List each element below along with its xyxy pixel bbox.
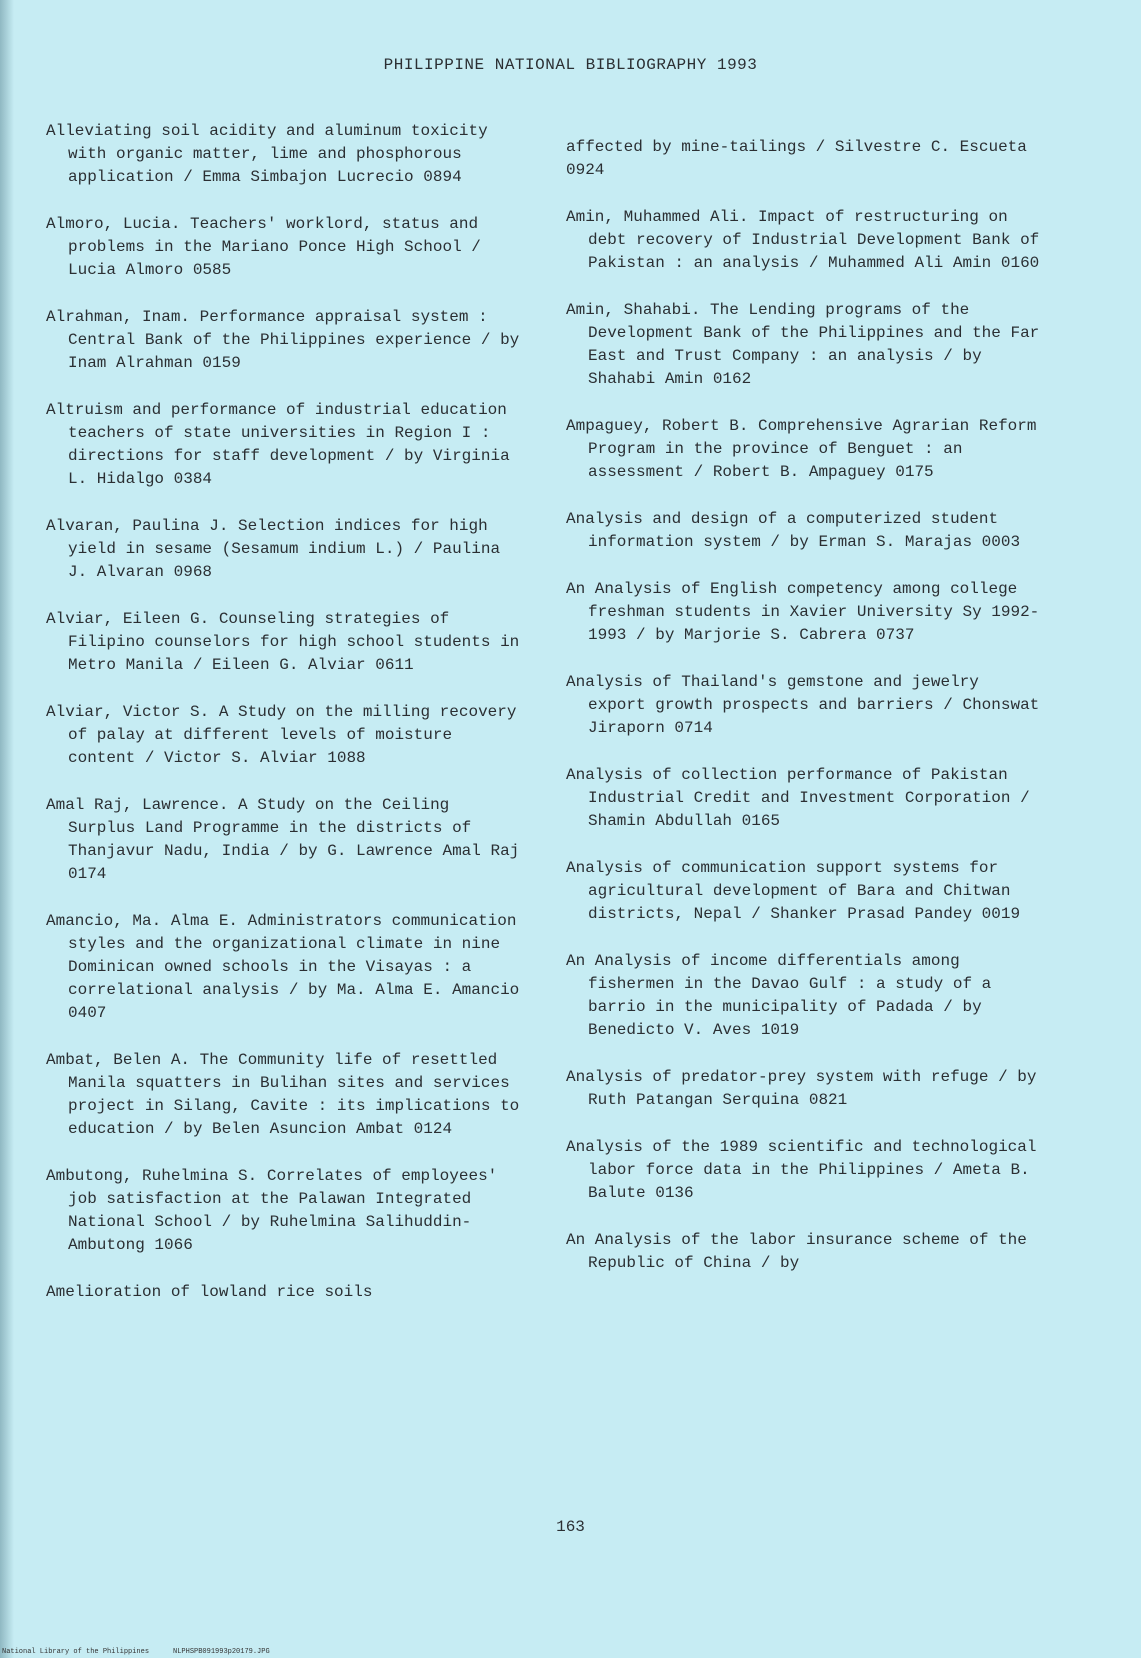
bib-entry: Amancio, Ma. Alma E. Administrators communication styles and the organizational climate in nine Dominican owned schools in the Visayas : a correlational analysis / by Ma. Alma E. Amancio 0407 (46, 912, 520, 1022)
bib-entry: Amin, Muhammed Ali. Impact of restructuring on debt recovery of Industrial Development Bank of Pakistan : an analysis / Muhammed Ali Amin 0160 (566, 208, 1040, 272)
bib-entry-continuation: affected by mine-tailings / Silvestre C. Escueta 0924 (566, 138, 1027, 179)
page-number: 163 (556, 1518, 585, 1536)
bib-entry: Almoro, Lucia. Teachers' worklord, status and problems in the Mariano Ponce High School / Lucia Almoro 0585 (46, 215, 481, 279)
bib-entry: Amelioration of lowland rice soils (46, 1283, 373, 1301)
bib-entry: Ambat, Belen A. The Community life of resettled Manila squatters in Bulihan sites and services project in Silang, Cavite : its implications to education / by Belen Asuncion Ambat 0124 (46, 1051, 520, 1138)
bib-entry: Alviar, Victor S. A Study on the milling recovery of palay at different levels of moisture content / Victor S. Alviar 1088 (46, 703, 517, 767)
bib-entry: Alvaran, Paulina J. Selection indices for high yield in sesame (Sesamum indium L.) / Paulina J. Alvaran 0968 (46, 517, 501, 581)
bib-entry: Alrahman, Inam. Performance appraisal system : Central Bank of the Philippines experience / by Inam Alrahman 0159 (46, 308, 520, 372)
right-column (566, 136, 1046, 1299)
page-header: PHILIPPINE NATIONAL BIBLIOGRAPHY 1993 (383, 56, 758, 74)
bib-entry: Analysis of the 1989 scientific and technological labor force data in the Philippines / Ameta B. Balute 0136 (566, 1138, 1037, 1202)
bib-entry: Analysis of predator-prey system with refuge / by Ruth Patangan Serquina 0821 (566, 1068, 1037, 1109)
bib-entry: Altruism and performance of industrial education teachers of state universities in Region I : directions for staff development / by Virginia L. Hidalgo 0384 (46, 401, 510, 488)
page-edge-shadow (0, 0, 14, 1658)
bib-entry: An Analysis of the labor insurance scheme of the Republic of China / by (566, 1231, 1027, 1272)
bib-entry: An Analysis of income differentials among fishermen in the Davao Gulf : a study of a barrio in the municipality of Padada / by Benedicto V. Aves 1019 (566, 952, 992, 1039)
footer-library: National Library of the Philippines (2, 1648, 150, 1656)
bib-entry: Analysis of communication support systems for agricultural development of Bara and Chitwan districts, Nepal / Shanker Prasad Pandey 0019 (566, 859, 1021, 923)
bib-entry: Amin, Shahabi. The Lending programs of the Development Bank of the Philippines and the Far East and Trust Company : an analysis / by Shahabi Amin 0162 (566, 301, 1040, 388)
bib-entry: Ambutong, Ruhelmina S. Correlates of employees' job satisfaction at the Palawan Integrated National School / by Ruhelmina Salihuddin-Ambutong 1066 (46, 1167, 498, 1254)
bib-entry: Alleviating soil acidity and aluminum toxicity with organic matter, lime and phosphorous application / Emma Simbajon Lucrecio 0894 (46, 122, 488, 186)
scan-footer (2, 1648, 294, 1656)
bib-entry: An Analysis of English competency among college freshman students in Xavier University Sy 1992-1993 / by Marjorie S. Cabrera 0737 (566, 580, 1040, 644)
footer-filename: NLPHSPB091993p20179.JPG (173, 1648, 270, 1656)
bib-entry: Analysis of collection performance of Pakistan Industrial Credit and Investment Corporation / Shamin Abdullah 0165 (566, 766, 1030, 830)
left-column (46, 120, 526, 1328)
bib-entry: Alviar, Eileen G. Counseling strategies of Filipino counselors for high school students in Metro Manila / Eileen G. Alviar 0611 (46, 610, 520, 674)
bib-entry: Analysis of Thailand's gemstone and jewelry export growth prospects and barriers / Chonswat Jiraporn 0714 (566, 673, 1040, 737)
bib-entry: Ampaguey, Robert B. Comprehensive Agrarian Reform Program in the province of Benguet : an assessment / Robert B. Ampaguey 0175 (566, 417, 1037, 481)
bib-entry: Amal Raj, Lawrence. A Study on the Ceiling Surplus Land Programme in the districts of Thanjavur Nadu, India / by G. Lawrence Amal Raj 0174 (46, 796, 520, 883)
bib-entry: Analysis and design of a computerized student information system / by Erman S. Marajas 0003 (566, 510, 1021, 551)
